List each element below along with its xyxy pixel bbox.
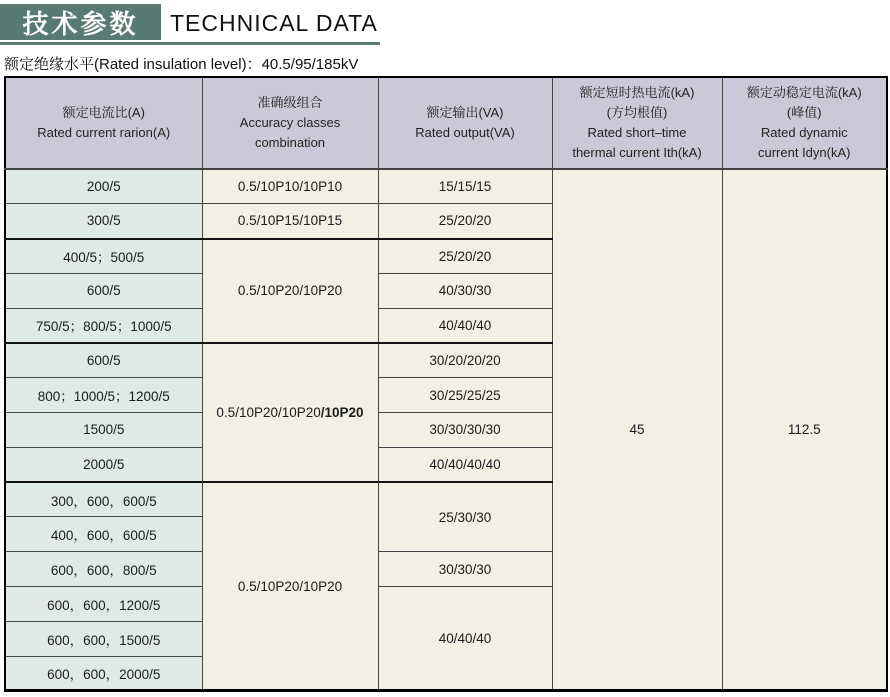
output-cell: 30/30/30/30	[378, 413, 552, 448]
ratio-cell: 2000/5	[5, 447, 202, 482]
header-accuracy-en: Accuracy classes	[239, 114, 341, 130]
accuracy-cell: 0.5/10P20/10P20	[202, 482, 378, 691]
header-output-cn: 额定输出(VA)	[426, 104, 504, 120]
ratio-cell: 600，600，2000/5	[5, 656, 202, 691]
output-cell: 25/30/30	[378, 482, 552, 552]
output-cell: 30/30/30	[378, 552, 552, 587]
header-cell-accuracy	[202, 77, 378, 169]
header-dynamic-en2: current Idyn(kA)	[758, 145, 851, 161]
header-output-en: Rated output(VA)	[415, 125, 515, 140]
output-cell: 40/40/40/40	[378, 447, 552, 482]
accuracy-text: 0.5/10P20/10P20	[216, 405, 321, 421]
ratio-cell: 1500/5	[5, 413, 202, 448]
header-thermal-en: Rated short–time	[587, 125, 687, 140]
header-dynamic-cn2: (峰值)	[786, 104, 822, 120]
ratio-cell: 300，600，600/5	[5, 482, 202, 517]
output-cell: 30/25/25/25	[378, 378, 552, 413]
title-underline	[0, 42, 380, 45]
header-dynamic-cn: 额定动稳定电流(kA)	[746, 84, 862, 100]
header-thermal-en2: thermal current Ith(kA)	[572, 145, 702, 161]
output-cell: 25/20/20	[378, 239, 552, 274]
accuracy-cell: 0.5/10P10/10P10	[202, 169, 378, 204]
ratio-cell: 600/5	[5, 273, 202, 308]
ratio-cell: 400，600，600/5	[5, 517, 202, 552]
ratio-cell: 400/5；500/5	[5, 239, 202, 274]
header-thermal-cn2: (方均根值)	[606, 104, 668, 120]
ratio-cell: 600，600，1500/5	[5, 621, 202, 656]
ratio-cell: 800；1000/5；1200/5	[5, 378, 202, 413]
title-box	[0, 4, 161, 40]
output-cell: 30/20/20/20	[378, 343, 552, 378]
header-thermal-cn: 额定短时热电流(kA)	[579, 84, 695, 100]
ratio-cell: 600，600，1200/5	[5, 587, 202, 622]
table-header-row	[5, 77, 887, 169]
accuracy-text-bold: /10P20	[320, 405, 364, 421]
page-title-cn: 技术参数	[22, 8, 139, 39]
technical-data-table	[4, 76, 888, 692]
ratio-cell: 750/5；800/5；1000/5	[5, 308, 202, 343]
header-ratio-cn: 额定电流比(A)	[62, 104, 145, 120]
output-cell: 40/40/40	[378, 587, 552, 691]
header-accuracy-en2: combination	[254, 135, 326, 151]
accuracy-cell	[202, 343, 378, 482]
output-cell: 25/20/20	[378, 204, 552, 239]
thermal-current-cell: 45	[552, 169, 722, 691]
ratio-cell: 300/5	[5, 204, 202, 239]
header-accuracy-cn: 准确级组合	[257, 94, 323, 110]
header-cell-output	[378, 77, 552, 169]
header-ratio-en: Rated current rarion(A)	[37, 125, 171, 140]
ratio-cell: 600，600，800/5	[5, 552, 202, 587]
header-cell-ratio	[5, 77, 202, 169]
accuracy-cell: 0.5/10P15/10P15	[202, 204, 378, 239]
dynamic-current-cell: 112.5	[722, 169, 887, 691]
header-cell-thermal-current	[552, 77, 722, 169]
page-title-en: TECHNICAL DATA	[170, 10, 378, 36]
header-cell-dynamic-current	[722, 77, 887, 169]
ratio-cell: 200/5	[5, 169, 202, 204]
accuracy-cell: 0.5/10P20/10P20	[202, 239, 378, 343]
output-cell: 40/30/30	[378, 273, 552, 308]
ratio-cell: 600/5	[5, 343, 202, 378]
output-cell: 40/40/40	[378, 308, 552, 343]
header-dynamic-en: Rated dynamic	[760, 125, 848, 140]
table-row	[5, 169, 887, 204]
insulation-level-line: 额定绝缘水平(Rated insulation level)：40.5/95/185kV	[4, 56, 359, 73]
output-cell: 15/15/15	[378, 169, 552, 204]
